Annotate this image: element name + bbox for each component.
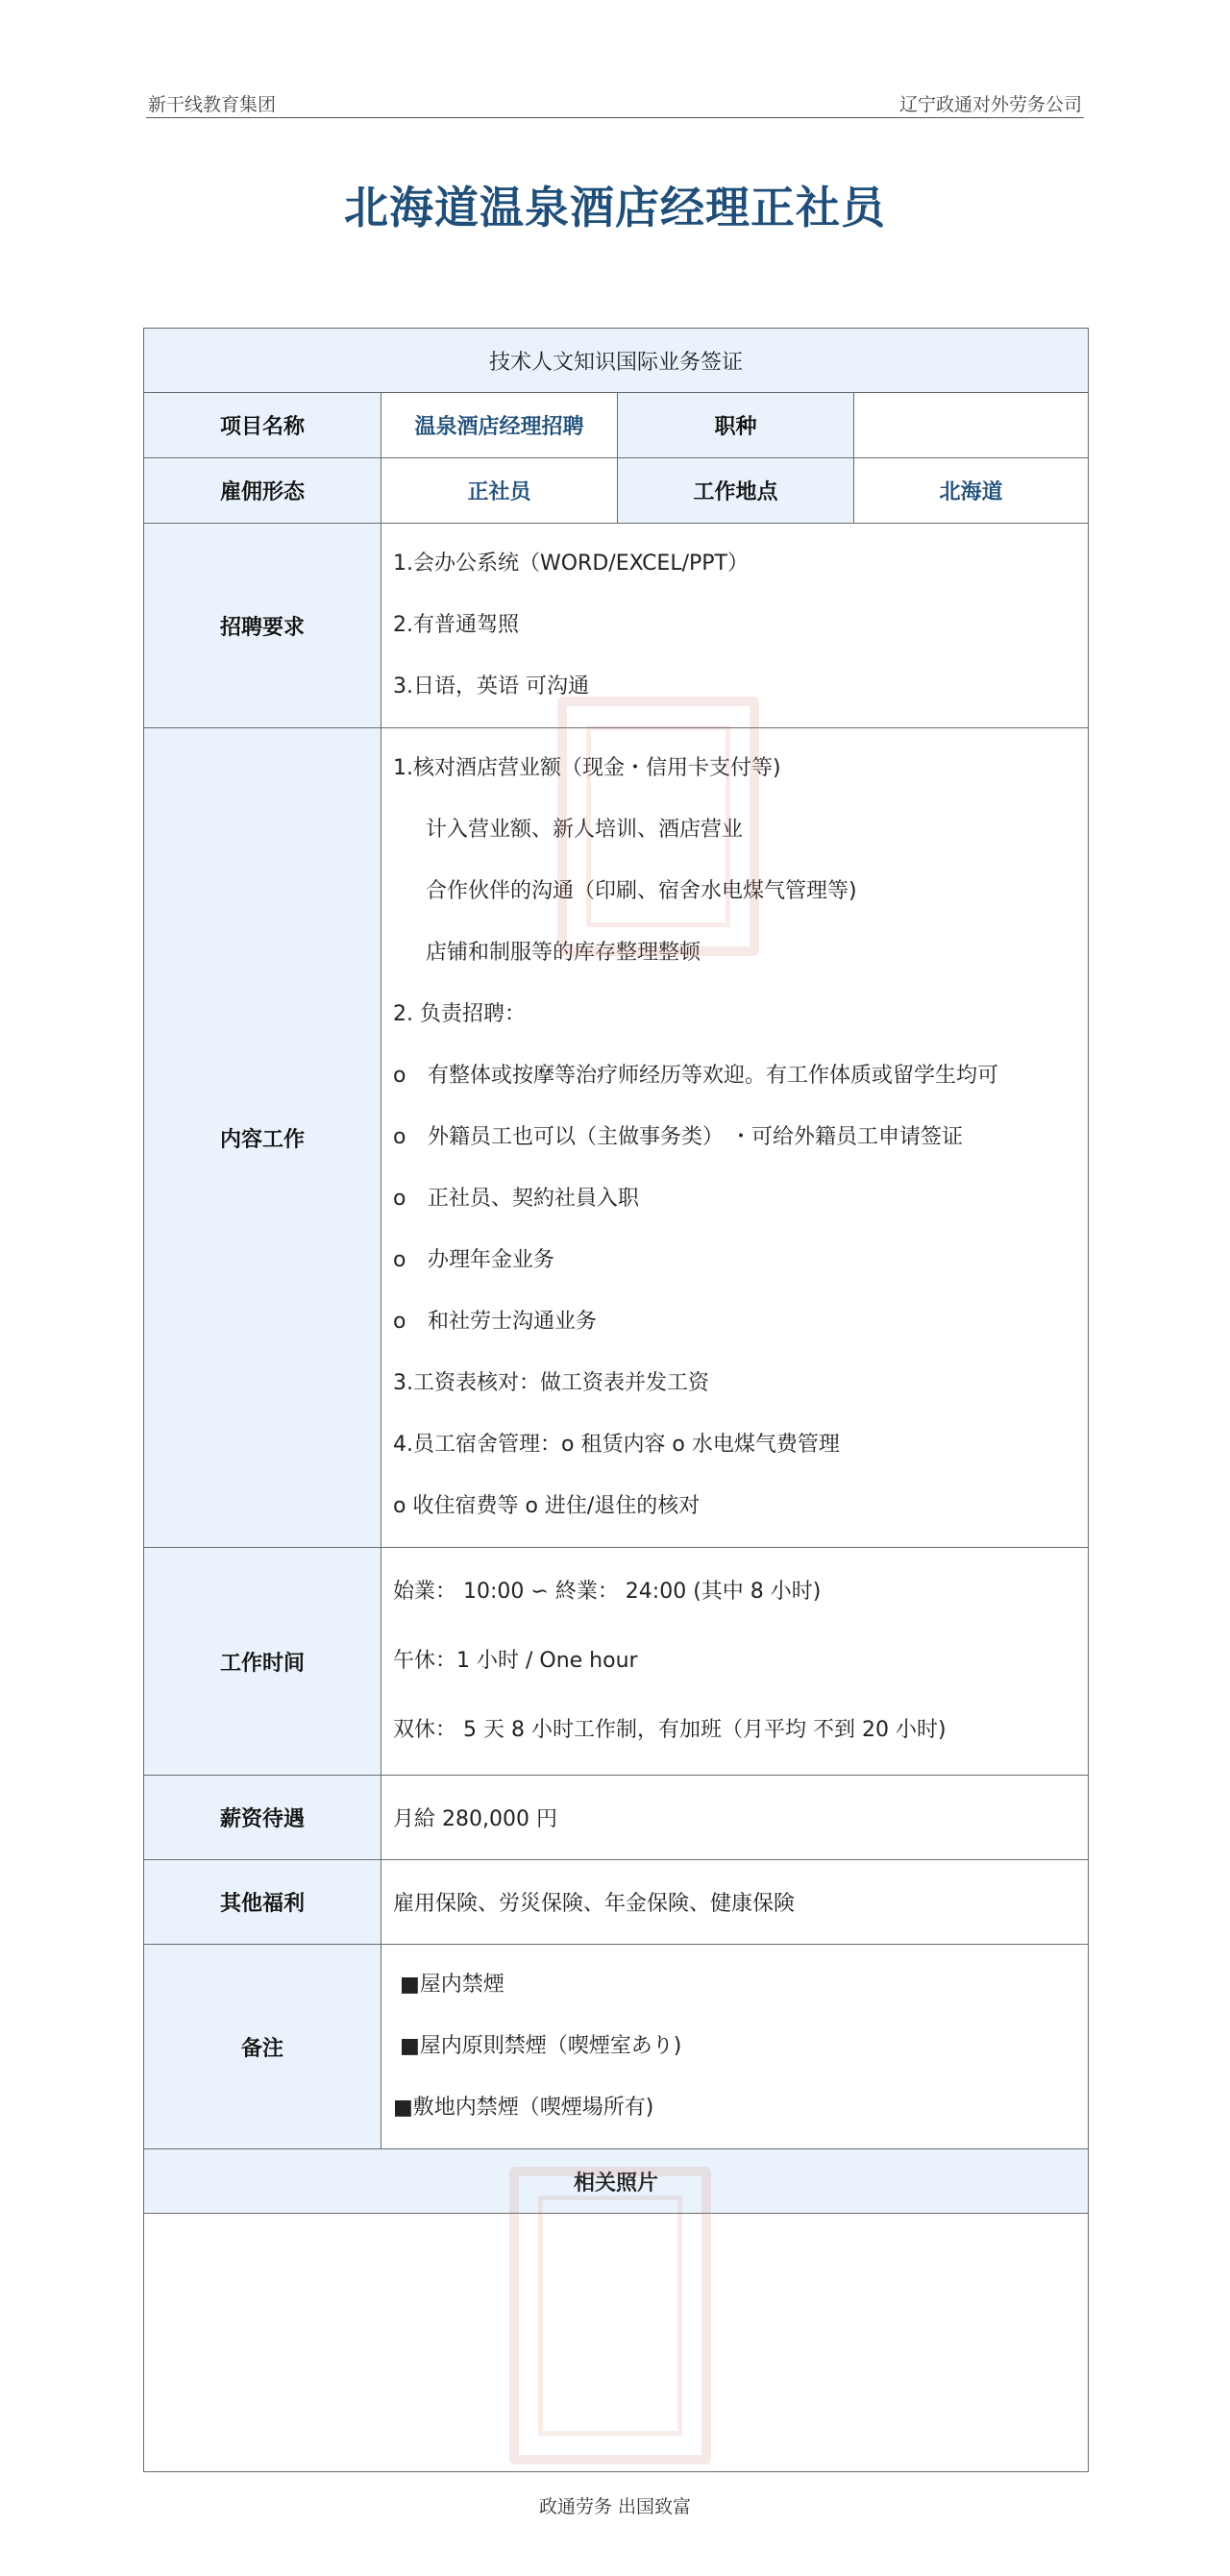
job-table <box>143 328 1089 2472</box>
requirements-label: 招聘要求 <box>144 524 381 728</box>
work-line: 合作伙伴的沟通（印刷、宿舍水电煤气管理等) <box>426 879 857 903</box>
table-caption: 技术人文知识国际业务签证 <box>144 329 1089 393</box>
notes-label: 备注 <box>144 1945 381 2149</box>
work-bullet: o 办理年金业务 <box>393 1230 1076 1291</box>
hours-line: 始業： 10:00 ∽ 終業： 24:00 (其中 8 小时) <box>393 1580 822 1604</box>
watermark-seal <box>509 2167 711 2465</box>
location-label: 工作地点 <box>618 458 854 524</box>
requirement-item: 2.有普通驾照 <box>393 613 519 637</box>
location-value: 北海道 <box>854 458 1089 524</box>
requirement-item: 3.日语，英语 可沟通 <box>393 675 589 699</box>
notes-content <box>381 1945 1089 2149</box>
project-value: 温泉酒店经理招聘 <box>381 393 618 458</box>
photos-header: 相关照片 <box>144 2149 1089 2214</box>
header-right-company: 辽宁政通对外劳务公司 <box>898 94 1082 115</box>
page-header <box>146 90 1084 118</box>
job-type-label: 职种 <box>618 393 854 458</box>
note-item: ■屋内禁煙 <box>393 1973 504 1997</box>
employment-label: 雇佣形态 <box>144 458 381 524</box>
note-item: ■敷地内禁煙（喫煙場所有) <box>393 2096 654 2120</box>
work-bullet: o 和社劳士沟通业务 <box>393 1291 1076 1353</box>
page-footer: 政通劳务 出国致富 <box>538 2496 692 2517</box>
project-label: 项目名称 <box>144 393 381 458</box>
work-line: 计入营业额、新人培训、酒店营业 <box>426 818 744 842</box>
note-item: ■屋内原則禁煙（喫煙室あり) <box>393 2034 682 2058</box>
work-line: 2. 负责招聘： <box>393 1002 526 1026</box>
benefits-value: 雇用保険、労災保険、年金保険、健康保険 <box>381 1860 1089 1945</box>
work-bullet: o 外籍员工也可以（主做事务类） ・可给外籍员工申请签证 <box>393 1107 1076 1168</box>
hours-line: 双休： 5 天 8 小时工作制，有加班（月平均 不到 20 小时) <box>393 1718 947 1742</box>
requirement-item: 1.会办公系统（WORD/EXCEL/PPT） <box>393 552 749 576</box>
salary-label: 薪资待遇 <box>144 1776 381 1860</box>
hours-line: 午休：1 小时 / One hour <box>393 1649 638 1673</box>
work-line: o 收住宿费等 o 进住/退住的核对 <box>393 1494 701 1518</box>
work-content-label: 内容工作 <box>144 728 381 1548</box>
work-line: 1.核对酒店营业额（现金・信用卡支付等) <box>393 756 781 780</box>
work-bullet: o 有整体或按摩等治疗师经历等欢迎。有工作体质或留学生均可 <box>393 1045 1076 1107</box>
salary-value: 月給 280,000 円 <box>381 1776 1089 1860</box>
work-line: 3.工资表核对：做工资表并发工资 <box>393 1371 709 1395</box>
job-type-value <box>854 393 1089 458</box>
benefits-label: 其他福利 <box>144 1860 381 1945</box>
page-title: 北海道温泉酒店经理正社员 <box>344 182 886 233</box>
watermark-seal <box>557 697 759 956</box>
hours-content <box>381 1548 1089 1776</box>
work-line: 店铺和制服等的库存整理整顿 <box>426 941 701 965</box>
work-line: 4.员工宿舍管理：o 租赁内容 o 水电煤气费管理 <box>393 1433 840 1457</box>
work-bullet: o 正社员、契約社員入职 <box>393 1168 1076 1230</box>
employment-value: 正社员 <box>381 458 618 524</box>
hours-label: 工作时间 <box>144 1548 381 1776</box>
header-left-company: 新干线教育集团 <box>148 94 277 115</box>
